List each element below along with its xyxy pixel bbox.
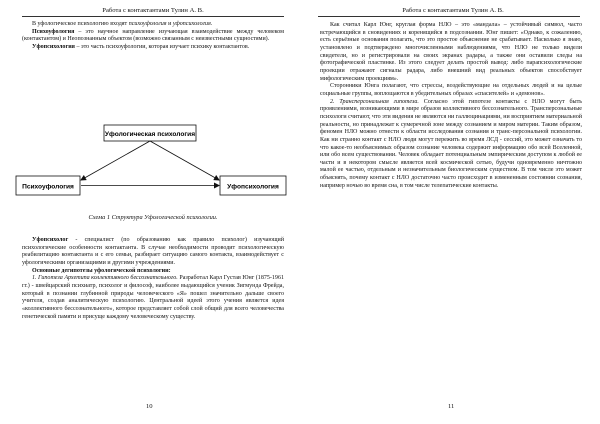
diagram-right-box: [220, 176, 286, 195]
definition-text: – это научное направление изучающая взаимодействие между человеком (контактантом) и Неопознанным объектом (возможно связанным с неизвестными сущностями).: [22, 28, 284, 43]
definition-term: Уфопсихология: [32, 43, 75, 50]
right-page: [300, 0, 600, 424]
definition-term: Уфопсихолог: [32, 237, 69, 243]
right-page-header: Работа с контактантами Тулин А. В.: [402, 7, 504, 14]
hypothesis-1: [22, 275, 284, 321]
section-title: Основные дегипотезы уфологической психологии:: [32, 267, 171, 274]
hypothesis-text: Согласно этой гипотезе контакты с НЛО могут быть проявлениями, возникающими в мире образов коллективного бессознательного. Трансперсональные психологи считают, что эти видения не являются ни галлюцинациями, ни восприятием материальной реальности, но принадлежат к сумеречной зоне между сознанием и миром материи. Таким образом, феномен НЛО можно отнести к области исследования сознания и транс-персональной психологии. Как ни странно контакт с НЛО люди могут пережить во время ЛСД - сессий, это может означать то что какое-то необъяснимых образом сознание человека содержит информацию обо всей Вселенной, или обо всем существовании. Человек обладает потенциальным эмпирическим доступом к любой ее части и в некотором смысле является всей космической сетью, будучи одновременно ничтожно малой ее частью, отдельным и незначительным биологическим существом. В том числе это может объяснять, почему контакт с НЛО достаточно часто происходит в измененным состоянии сознания, например ночью во время сна, в том числе телепатические контакты.: [320, 98, 582, 189]
diagram-arrow-left: [81, 141, 150, 180]
diagram-caption: Схема 1 Структура Уфологической психологии.: [88, 214, 218, 221]
diagram-right-box-label: Уфопсихология: [227, 183, 279, 191]
diagram-left-box-label: Психоуфология: [22, 183, 74, 191]
hypothesis-text: Разработал Карл Густав Юнг (1875-1961 гг.) - швейцарский психиатр, психолог и философ, наиболее выдающийся ученик Зигмунда Фрейда, который в познании глубинной природы человеческого «Я» пошел значительно дальше своего учителя, создав аналитическую психологию. Центральной идеей этого учения является идея «коллективного бессознательного», которое представляет собой слой общий для всего человечества генетической памяти и присуще каждому человеческому существу.: [22, 275, 284, 320]
intro-text-mid: и: [166, 21, 173, 27]
left-lower-block: [22, 237, 284, 321]
diagram-arrow-right: [150, 141, 219, 180]
right-text-block: [320, 22, 582, 190]
definition-term: Психоуфология: [32, 28, 75, 35]
hypothesis-title: 1. Гипотеза Архетипа коллективного бессознательного.: [32, 275, 178, 282]
definition-text: - специалист (по образованию как правило психолог) изучающий психологические особенности контактанта. В случае необходимости проводит психологическую реабилитацию контактанта и с его семьи, разбирает ситуацию самого контакта, взаимодействует с уфологическими организациями и другими учреждениями.: [22, 237, 284, 266]
left-page-number: 10: [146, 403, 153, 410]
intro-text-post: .: [210, 21, 213, 27]
intro-term-psychoufology: психоуфология: [128, 21, 167, 27]
diagram-top-box-label: Уфологическая психология: [104, 131, 196, 138]
right-header-rule: [318, 16, 580, 17]
right-page-number: 11: [448, 403, 455, 410]
hypothesis-title: 2. Трансперсональная гипотеза.: [330, 98, 419, 105]
hypothesis-2: [320, 99, 582, 191]
definition-text: – это часть психоуфологии, которая изучает психику контактантов.: [74, 43, 250, 50]
intro-term-ufopsychology: уфопсихология: [172, 21, 211, 27]
definition-ufopsychologist: [22, 237, 284, 268]
diagram-top-box: [104, 125, 196, 141]
jung-followers-paragraph: Сторонники Юнга полагают, что стрессы, воздействующие на отдельных людей и на целые социальные группы, воплощаются в убедительных образах «спасителей» и «демонов».: [320, 83, 582, 97]
left-page-header: Работа с контактантами Тулин А. В.: [102, 7, 204, 14]
jung-quote-paragraph: Как считал Карл Юнг, круглая форма НЛО – это «мандала» – устойчивый символ, часто встречающийся в сновидениях и коренящийся в подсознании. Юнг пишет: «Однако, к сожалению, есть серьёзные основания полагать, что это простое объяснение не срабатывает. Насколько я знаю, установлено и подтверждено многочисленными наблюдениями, что НЛО не только видели свидетели, но и регистрировали на своих экранах радары, а также они оставили следы на фотографической пластинке. Из этого следует делать простой вывод: либо парапсихологические проекции отражают сигналы радара, либо внешний вид реальных объектов способствует мифологическим проекциям».: [320, 22, 582, 82]
diagram-left-box: [16, 176, 80, 195]
intro-text-pre: В уфологическое психологию входят: [32, 21, 129, 27]
